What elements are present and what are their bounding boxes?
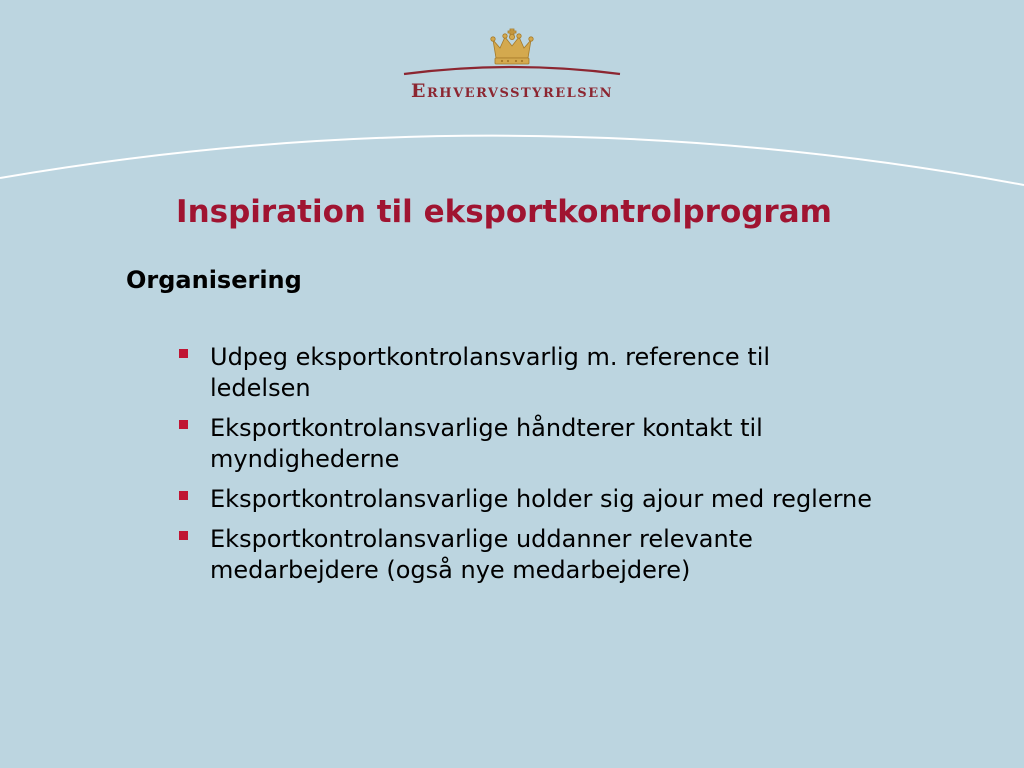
- bullet-text: Eksportkontrolansvarlige håndterer kontakt til myndighederne: [210, 414, 763, 473]
- bullet-item: [178, 484, 878, 515]
- bullet-marker-icon: [179, 491, 188, 500]
- logo-rule: [400, 64, 624, 76]
- bullet-item: [178, 342, 878, 404]
- bullet-item: [178, 524, 878, 586]
- bullet-text: Eksportkontrolansvarlige holder sig ajour med reglerne: [210, 485, 873, 513]
- bullet-text: Eksportkontrolansvarlige uddanner relevante medarbejdere (også nye medarbejdere): [210, 525, 753, 584]
- slide-title: Inspiration til eksportkontrolprogram: [176, 194, 832, 230]
- bullet-list: [178, 342, 878, 595]
- bullet-marker-icon: [179, 531, 188, 540]
- logo-text: Erhvervsstyrelsen: [411, 80, 613, 102]
- bullet-marker-icon: [179, 420, 188, 429]
- slide-subtitle: Organisering: [126, 266, 302, 294]
- bullet-item: [178, 413, 878, 475]
- bullet-marker-icon: [179, 349, 188, 358]
- logo: [400, 28, 624, 108]
- crown-icon: [488, 28, 536, 66]
- bullet-text: Udpeg eksportkontrolansvarlig m. reference til ledelsen: [210, 343, 771, 402]
